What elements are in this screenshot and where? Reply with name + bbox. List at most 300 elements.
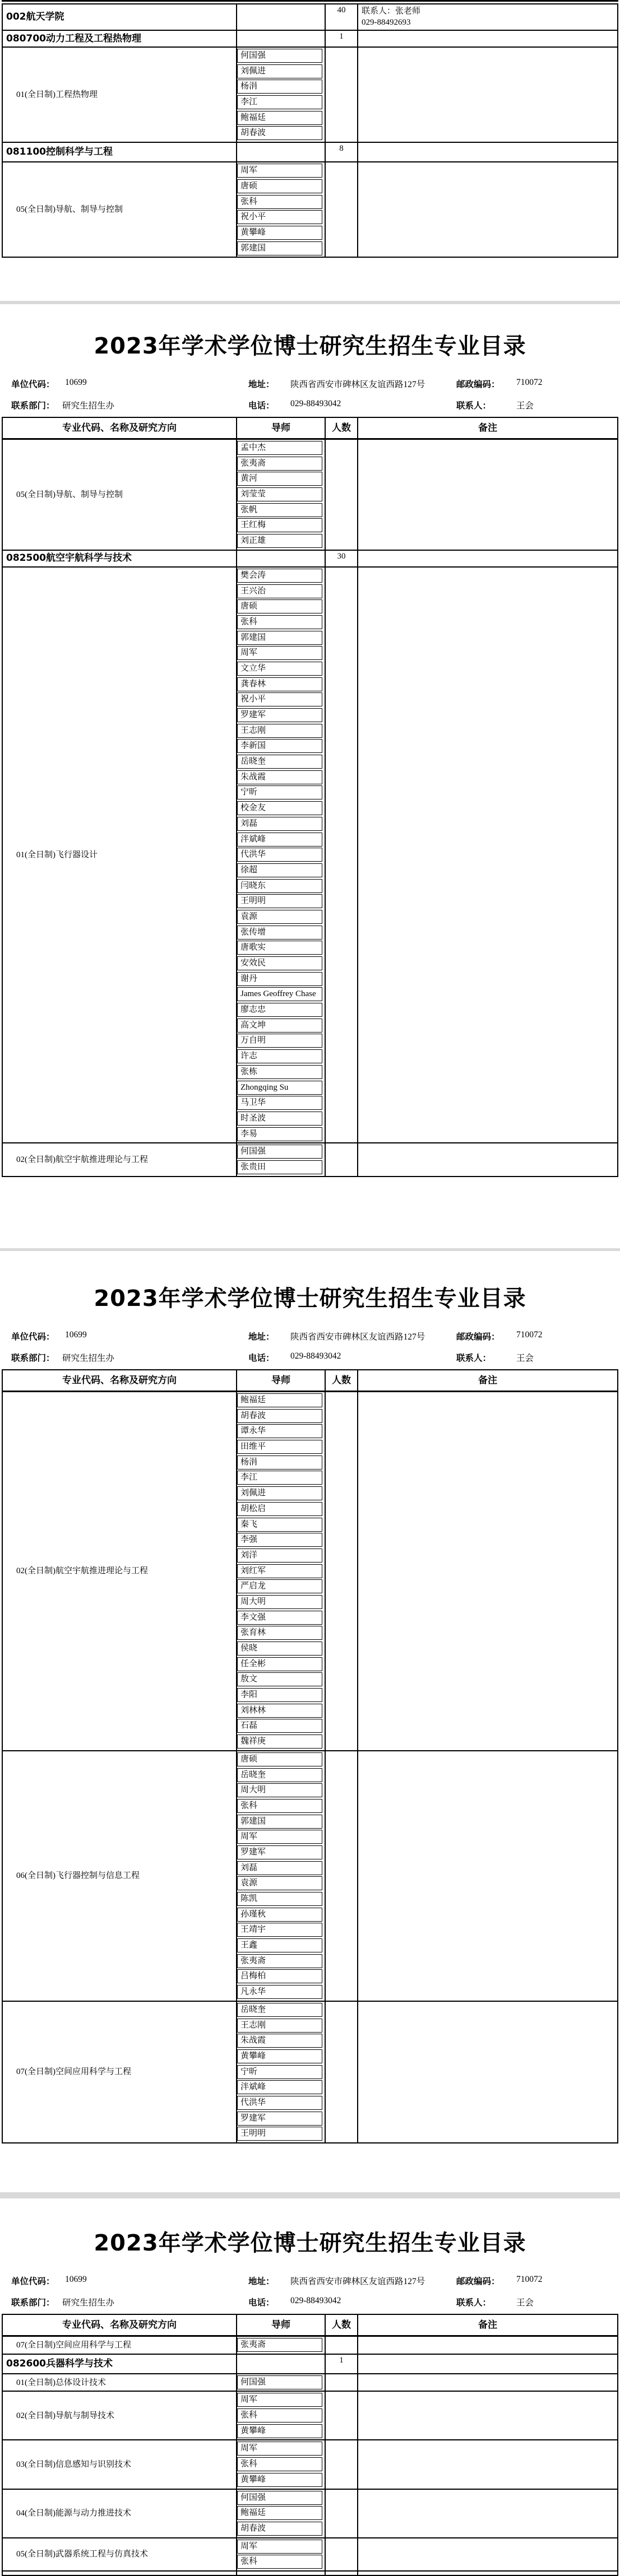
tutor-name: 代洪华 bbox=[237, 848, 322, 862]
address-label: 地址： bbox=[248, 1332, 275, 1342]
phone-value: 029-88493042 bbox=[290, 2296, 341, 2305]
tutor-cell bbox=[237, 551, 326, 566]
note-cell bbox=[358, 4, 617, 30]
tutor-name: 张科 bbox=[237, 195, 322, 209]
direction-row bbox=[3, 2002, 617, 2142]
tutor-name: 朱战霞 bbox=[237, 770, 322, 784]
tutor-name: 万自明 bbox=[237, 1034, 322, 1048]
tutor-cell bbox=[237, 4, 326, 30]
tutor-name: 樊会涛 bbox=[237, 569, 322, 583]
tutor-name: 严启龙 bbox=[237, 1579, 322, 1593]
unit-code-label: 单位代码： bbox=[11, 2276, 55, 2286]
count-cell bbox=[326, 440, 358, 550]
postcode-item bbox=[456, 378, 543, 389]
header-cell-count: 人数 bbox=[326, 2315, 358, 2335]
direction-row bbox=[3, 2374, 617, 2392]
address-value: 陕西省西安市碑林区友谊西路127号 bbox=[290, 2277, 425, 2286]
address-item bbox=[248, 1330, 425, 1342]
direction-row bbox=[3, 48, 617, 143]
name-cell bbox=[3, 31, 237, 47]
major-row bbox=[3, 31, 617, 48]
direction-label: 02(全日制)航空宇航推进理论与工程 bbox=[16, 1566, 148, 1576]
catalog-page bbox=[0, 1266, 620, 2143]
tutor-name: 罗建军 bbox=[237, 2112, 322, 2126]
header-cell-tutor: 导师 bbox=[237, 1370, 326, 1391]
header-cell-tutor: 导师 bbox=[237, 418, 326, 438]
tutor-name: 黄攀峰 bbox=[237, 2049, 322, 2063]
major-code-label: 081100控制科学与工程 bbox=[6, 146, 113, 158]
page-separator bbox=[0, 1248, 620, 1251]
tutor-name: 胡松启 bbox=[237, 1502, 322, 1516]
postcode-item bbox=[456, 2275, 543, 2286]
page-title: 2023年学术学位博士研究生招生专业目录 bbox=[94, 333, 526, 359]
major-row bbox=[3, 4, 617, 31]
tutor-name: 许志 bbox=[237, 1049, 322, 1063]
page-separator bbox=[0, 2192, 620, 2198]
note-text: 029-88492693 bbox=[362, 18, 411, 27]
contact-value: 王会 bbox=[516, 2298, 534, 2308]
note-cell bbox=[358, 2002, 617, 2142]
tutor-name: 张科 bbox=[237, 1799, 322, 1813]
tutor-name: 周军 bbox=[237, 2393, 322, 2407]
tutor-name: 周军 bbox=[237, 2442, 322, 2456]
tutor-cell bbox=[237, 2538, 326, 2570]
tutor-name: Zhongqing Su bbox=[237, 1081, 322, 1095]
tutor-name: 黄攀峰 bbox=[237, 226, 322, 240]
tutor-name: 李江 bbox=[237, 1471, 322, 1485]
tutor-name: 高文坤 bbox=[237, 1019, 322, 1033]
tutor-name: 李阳 bbox=[237, 1688, 322, 1702]
tutor-cell bbox=[237, 1143, 326, 1175]
dept-item bbox=[11, 2296, 115, 2308]
tutor-name: 凡永华 bbox=[237, 1985, 322, 1999]
direction-row bbox=[3, 1143, 617, 1175]
tutor-name: 王明明 bbox=[237, 2127, 322, 2141]
tutor-name: 黄河 bbox=[237, 472, 322, 486]
tutor-name: 张夷斋 bbox=[237, 457, 322, 471]
tutor-name: 校金友 bbox=[237, 801, 322, 815]
count-cell bbox=[326, 1751, 358, 2001]
tutor-name: 岳晓奎 bbox=[237, 755, 322, 769]
tutor-name: 刘正雄 bbox=[237, 534, 322, 548]
header-cell-major: 专业代码、名称及研究方向 bbox=[3, 2315, 237, 2335]
tutor-name: 侯晓 bbox=[237, 1642, 322, 1656]
tutor-name: 唐硕 bbox=[237, 599, 322, 613]
catalog-table bbox=[2, 2314, 618, 2576]
tutor-name: 代洪华 bbox=[237, 2096, 322, 2110]
table-cell bbox=[3, 2572, 237, 2575]
dept-value: 研究生招生办 bbox=[62, 2298, 115, 2308]
tutor-name: 张传增 bbox=[237, 926, 322, 940]
tutor-name: 任全彬 bbox=[237, 1657, 322, 1671]
tutor-name: 鲍福廷 bbox=[237, 111, 322, 125]
dept-item bbox=[11, 399, 115, 411]
name-cell bbox=[3, 2392, 237, 2439]
tutor-name: 马卫华 bbox=[237, 1096, 322, 1110]
major-code-label: 082600兵器科学与技术 bbox=[6, 2358, 113, 2369]
phone-item bbox=[248, 2296, 341, 2308]
tutor-name: 谭永华 bbox=[237, 1424, 322, 1438]
tutor-cell bbox=[237, 1751, 326, 2001]
note-cell bbox=[358, 2392, 617, 2439]
tutor-cell bbox=[237, 568, 326, 1142]
address-value: 陕西省西安市碑林区友谊西路127号 bbox=[290, 1332, 425, 1342]
name-cell bbox=[3, 2440, 237, 2488]
count-cell bbox=[326, 2538, 358, 2570]
major-row bbox=[3, 551, 617, 568]
header-cell-major: 专业代码、名称及研究方向 bbox=[3, 1370, 237, 1391]
tutor-name: 袁源 bbox=[237, 910, 322, 924]
direction-row bbox=[3, 2440, 617, 2489]
address-label: 地址： bbox=[248, 379, 275, 389]
tutor-name: 石磊 bbox=[237, 1719, 322, 1733]
direction-row bbox=[3, 2337, 617, 2355]
note-cell bbox=[358, 2374, 617, 2391]
phone-label: 电话： bbox=[248, 2298, 275, 2308]
tutor-name: 张贵田 bbox=[237, 1160, 322, 1174]
tutor-name: 王鑫 bbox=[237, 1938, 322, 1952]
tutor-name: 刘磊 bbox=[237, 1861, 322, 1875]
name-cell bbox=[3, 2355, 237, 2373]
tutor-name: 刘莹莹 bbox=[237, 487, 322, 501]
tutor-name: 朱战霞 bbox=[237, 2034, 322, 2048]
unit-code-item bbox=[11, 2275, 87, 2286]
unit-code-label: 单位代码： bbox=[11, 1332, 55, 1342]
name-cell bbox=[3, 2490, 237, 2537]
tutor-name: 敖文 bbox=[237, 1672, 322, 1686]
tutor-name: 李江 bbox=[237, 95, 322, 109]
unit-code-value: 10699 bbox=[65, 2275, 87, 2284]
count-cell bbox=[326, 4, 358, 30]
page-separator bbox=[0, 301, 620, 304]
table-header-row bbox=[3, 2315, 617, 2337]
direction-label: 01(全日制)飞行器设计 bbox=[16, 850, 98, 860]
note-cell bbox=[358, 162, 617, 257]
tutor-name: 杨涓 bbox=[237, 1456, 322, 1470]
tutor-name: 张科 bbox=[237, 2555, 322, 2569]
direction-label: 05(全日制)导航、制导与控制 bbox=[16, 490, 123, 499]
dept-value: 研究生招生办 bbox=[62, 1354, 115, 1363]
contact-label: 联系人： bbox=[456, 401, 492, 411]
address-item bbox=[248, 2275, 425, 2286]
name-cell bbox=[3, 2374, 237, 2391]
admission-count: 1 bbox=[339, 32, 344, 41]
tutor-name: 李易 bbox=[237, 1127, 322, 1141]
postcode-label: 邮政编码： bbox=[456, 379, 500, 389]
tutor-name: 李强 bbox=[237, 1533, 322, 1547]
note-cell bbox=[358, 2490, 617, 2537]
count-cell bbox=[326, 162, 358, 257]
tutor-name: 胡春波 bbox=[237, 2522, 322, 2536]
table-cell bbox=[237, 2572, 326, 2575]
page-title: 2023年学术学位博士研究生招生专业目录 bbox=[94, 1286, 526, 1312]
tutor-name: 张科 bbox=[237, 2457, 322, 2471]
previous-row-divider bbox=[2, 0, 618, 2]
tutor-name: 岳晓奎 bbox=[237, 2003, 322, 2017]
note-cell bbox=[358, 440, 617, 550]
name-cell bbox=[3, 1751, 237, 2001]
tutor-name: 胡春波 bbox=[237, 126, 322, 140]
contact-label: 联系人： bbox=[456, 2298, 492, 2308]
direction-label: 07(全日制)空间应用科学与工程 bbox=[16, 2067, 131, 2077]
tutor-name: 王红梅 bbox=[237, 518, 322, 532]
count-cell bbox=[326, 568, 358, 1142]
count-cell bbox=[326, 2490, 358, 2537]
contact-item bbox=[456, 399, 534, 411]
tutor-name: 张科 bbox=[237, 615, 322, 629]
direction-row bbox=[3, 2392, 617, 2440]
table-header-row bbox=[3, 418, 617, 440]
name-cell bbox=[3, 568, 237, 1142]
tutor-name: 鲍福廷 bbox=[237, 2506, 322, 2520]
tutor-name: 袁源 bbox=[237, 1876, 322, 1890]
tutor-name: 文立华 bbox=[237, 662, 322, 676]
tutor-name: 郭建国 bbox=[237, 1815, 322, 1829]
tutor-cell bbox=[237, 2337, 326, 2354]
postcode-value: 710072 bbox=[516, 1330, 543, 1340]
address-item bbox=[248, 378, 425, 389]
direction-label: 05(全日制)武器系统工程与仿真技术 bbox=[16, 2550, 148, 2559]
major-row bbox=[3, 2355, 617, 2374]
name-cell bbox=[3, 440, 237, 550]
note-cell bbox=[358, 2355, 617, 2373]
header-cell-tutor: 导师 bbox=[237, 2315, 326, 2335]
table-cell bbox=[326, 2572, 358, 2575]
tutor-cell bbox=[237, 2374, 326, 2391]
phone-value: 029-88493042 bbox=[290, 399, 341, 408]
tutor-cell bbox=[237, 2490, 326, 2537]
phone-item bbox=[248, 1351, 341, 1363]
tutor-name: 王志刚 bbox=[237, 724, 322, 738]
postcode-value: 710072 bbox=[516, 378, 543, 387]
tutor-cell bbox=[237, 1392, 326, 1750]
partial-row bbox=[3, 2572, 617, 2575]
note-cell bbox=[358, 31, 617, 47]
count-cell bbox=[326, 1392, 358, 1750]
tutor-name: 安效民 bbox=[237, 956, 322, 970]
tutor-name: 谢丹 bbox=[237, 972, 322, 986]
address-label: 地址： bbox=[248, 2276, 275, 2286]
major-row bbox=[3, 143, 617, 162]
note-cell bbox=[358, 1392, 617, 1750]
tutor-name: 何国强 bbox=[237, 2491, 322, 2505]
tutor-name: 何国强 bbox=[237, 1145, 322, 1159]
catalog-table bbox=[2, 417, 618, 1177]
tutor-name: 何国强 bbox=[237, 2375, 322, 2389]
note-cell bbox=[358, 48, 617, 142]
tutor-name: 周大明 bbox=[237, 1783, 322, 1797]
note-cell bbox=[358, 1751, 617, 2001]
name-cell bbox=[3, 551, 237, 566]
note-cell bbox=[358, 2538, 617, 2570]
tutor-cell bbox=[237, 2355, 326, 2373]
contact-label: 联系人： bbox=[456, 1353, 492, 1363]
tutor-name: 王明明 bbox=[237, 894, 322, 908]
direction-row bbox=[3, 1751, 617, 2002]
tutor-name: 罗建军 bbox=[237, 708, 322, 722]
direction-row bbox=[3, 440, 617, 551]
note-cell bbox=[358, 2337, 617, 2354]
contact-value: 王会 bbox=[516, 401, 534, 411]
note-cell bbox=[358, 143, 617, 161]
tutor-name: 周军 bbox=[237, 164, 322, 178]
tutor-name: 刘红军 bbox=[237, 1564, 322, 1578]
dept-label: 联系部门： bbox=[11, 2298, 55, 2308]
dept-label: 联系部门： bbox=[11, 1353, 55, 1363]
unit-code-item bbox=[11, 1330, 87, 1342]
dept-value: 研究生招生办 bbox=[62, 401, 115, 411]
unit-code-item bbox=[11, 378, 87, 389]
address-value: 陕西省西安市碑林区友谊西路127号 bbox=[290, 380, 425, 389]
tutor-cell bbox=[237, 143, 326, 161]
header-cell-count: 人数 bbox=[326, 418, 358, 438]
count-cell bbox=[326, 2440, 358, 2488]
direction-label: 03(全日制)信息感知与识别技术 bbox=[16, 2459, 131, 2469]
admission-count: 40 bbox=[337, 6, 346, 15]
tutor-name: 刘佩进 bbox=[237, 1486, 322, 1500]
tutor-name: 宁昕 bbox=[237, 785, 322, 799]
direction-row bbox=[3, 162, 617, 257]
direction-label: 06(全日制)飞行器控制与信息工程 bbox=[16, 1871, 140, 1881]
tutor-name: James Geoffrey Chase bbox=[237, 987, 322, 1001]
phone-value: 029-88493042 bbox=[290, 1351, 341, 1361]
count-cell bbox=[326, 551, 358, 566]
count-cell bbox=[326, 2337, 358, 2354]
header-cell-note: 备注 bbox=[478, 422, 497, 434]
phone-label: 电话： bbox=[248, 401, 275, 411]
tutor-name: 魏祥庚 bbox=[237, 1735, 322, 1749]
tutor-name: 张帆 bbox=[237, 503, 322, 517]
tutor-name: 闫晓东 bbox=[237, 879, 322, 893]
tutor-name: 孟中杰 bbox=[237, 441, 322, 455]
catalog-page bbox=[0, 2211, 620, 2576]
tutor-name: 时圣波 bbox=[237, 1112, 322, 1126]
tutor-name: 廖志忠 bbox=[237, 1003, 322, 1017]
header-cell-count: 人数 bbox=[326, 1370, 358, 1391]
count-cell bbox=[326, 2374, 358, 2391]
count-cell bbox=[326, 48, 358, 142]
phone-label: 电话： bbox=[248, 1353, 275, 1363]
name-cell bbox=[3, 2337, 237, 2354]
unit-code-label: 单位代码： bbox=[11, 379, 55, 389]
direction-label: 05(全日制)导航、制导与控制 bbox=[16, 205, 123, 215]
direction-row bbox=[3, 568, 617, 1143]
tutor-name: 王志刚 bbox=[237, 2019, 322, 2033]
page-title: 2023年学术学位博士研究生招生专业目录 bbox=[94, 2230, 526, 2256]
direction-label: 02(全日制)航空宇航推进理论与工程 bbox=[16, 1155, 148, 1164]
tutor-name: 唐硕 bbox=[237, 179, 322, 193]
tutor-cell bbox=[237, 440, 326, 550]
direction-label: 04(全日制)能源与动力推进技术 bbox=[16, 2509, 131, 2518]
tutor-name: 郭建国 bbox=[237, 241, 322, 255]
direction-row bbox=[3, 2538, 617, 2572]
tutor-cell bbox=[237, 2002, 326, 2142]
note-cell bbox=[358, 2440, 617, 2488]
name-cell bbox=[3, 2002, 237, 2142]
tutor-name: 刘洋 bbox=[237, 1549, 322, 1563]
name-cell bbox=[3, 4, 237, 30]
tutor-name: 鲍福廷 bbox=[237, 1393, 322, 1407]
contact-info-block bbox=[0, 2275, 620, 2307]
contact-item bbox=[456, 2296, 534, 2308]
contact-info-block bbox=[0, 378, 620, 410]
catalog-table bbox=[2, 1369, 618, 2143]
tutor-name: 罗建军 bbox=[237, 1845, 322, 1859]
count-cell bbox=[326, 1143, 358, 1175]
contact-info-block bbox=[0, 1330, 620, 1363]
tutor-name: 何国强 bbox=[237, 49, 322, 63]
tutor-name: 唐歌实 bbox=[237, 941, 322, 955]
name-cell bbox=[3, 2538, 237, 2570]
tutor-name: 胡春波 bbox=[237, 1409, 322, 1423]
dept-label: 联系部门： bbox=[11, 401, 55, 411]
tutor-cell bbox=[237, 48, 326, 142]
tutor-name: 张夷斋 bbox=[237, 2338, 322, 2352]
tutor-name: 张育林 bbox=[237, 1626, 322, 1640]
postcode-item bbox=[456, 1330, 543, 1342]
tutor-name: 秦飞 bbox=[237, 1518, 322, 1532]
postcode-value: 710072 bbox=[516, 2275, 543, 2284]
postcode-label: 邮政编码： bbox=[456, 2276, 500, 2286]
admission-count: 1 bbox=[339, 2355, 344, 2365]
major-code-label: 082500航空宇航科学与技术 bbox=[6, 552, 132, 564]
tutor-cell bbox=[237, 2440, 326, 2488]
dept-item bbox=[11, 1351, 115, 1363]
tutor-name: 泮斌峰 bbox=[237, 2080, 322, 2094]
tutor-name: 刘磊 bbox=[237, 817, 322, 831]
tutor-name: 张科 bbox=[237, 2408, 322, 2422]
note-text: 联系人：张老师 bbox=[362, 7, 421, 16]
contact-value: 王会 bbox=[516, 1354, 534, 1363]
tutor-name: 岳晓奎 bbox=[237, 1768, 322, 1782]
tutor-name: 刘佩进 bbox=[237, 64, 322, 78]
tutor-name: 祝小平 bbox=[237, 210, 322, 224]
tutor-name: 杨涓 bbox=[237, 80, 322, 94]
page-top-partial-table bbox=[0, 0, 620, 258]
tutor-name: 徐超 bbox=[237, 863, 322, 877]
tutor-name: 张栋 bbox=[237, 1065, 322, 1079]
table-cell bbox=[358, 2572, 617, 2575]
unit-code-value: 10699 bbox=[65, 1330, 87, 1340]
direction-label: 01(全日制)工程热物理 bbox=[16, 90, 98, 100]
tutor-name: 张夷斋 bbox=[237, 1954, 322, 1968]
tutor-name: 黄攀峰 bbox=[237, 2424, 322, 2438]
tutor-cell bbox=[237, 2392, 326, 2439]
tutor-name: 唐硕 bbox=[237, 1752, 322, 1766]
major-code-label: 080700动力工程及工程热物理 bbox=[6, 32, 141, 44]
tutor-name: 刘林林 bbox=[237, 1704, 322, 1718]
tutor-cell bbox=[237, 162, 326, 257]
catalog-page bbox=[0, 314, 620, 1177]
postcode-label: 邮政编码： bbox=[456, 1332, 500, 1342]
name-cell bbox=[3, 143, 237, 161]
count-cell bbox=[326, 143, 358, 161]
tutor-name: 田维平 bbox=[237, 1440, 322, 1454]
tutor-name: 龚春林 bbox=[237, 677, 322, 691]
tutor-name: 周军 bbox=[237, 2540, 322, 2554]
direction-row bbox=[3, 2490, 617, 2538]
admission-count: 8 bbox=[339, 144, 344, 154]
note-cell bbox=[358, 1143, 617, 1175]
header-cell-note: 备注 bbox=[478, 2319, 497, 2331]
tutor-name: 祝小平 bbox=[237, 692, 322, 706]
tutor-name: 李文强 bbox=[237, 1611, 322, 1625]
major-code-label: 002航天学院 bbox=[6, 11, 64, 22]
header-cell-major: 专业代码、名称及研究方向 bbox=[3, 418, 237, 438]
name-cell bbox=[3, 1392, 237, 1750]
contact-item bbox=[456, 1351, 534, 1363]
unit-code-value: 10699 bbox=[65, 378, 87, 387]
